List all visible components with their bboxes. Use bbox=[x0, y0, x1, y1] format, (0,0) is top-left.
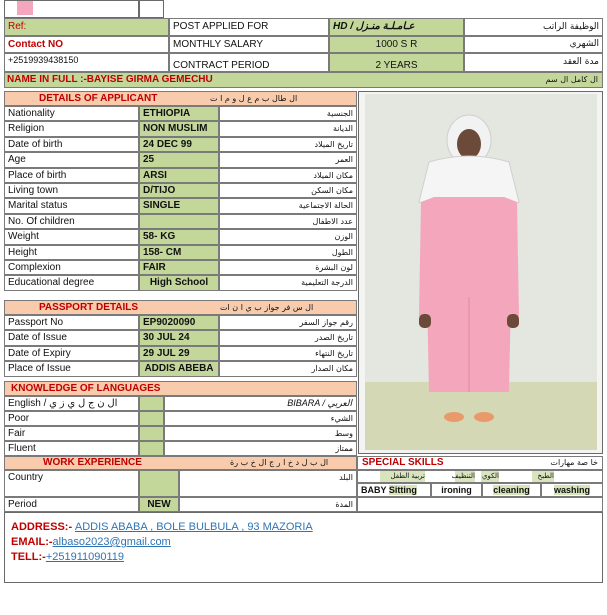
lang-level-box bbox=[139, 411, 164, 426]
photo-illustration bbox=[359, 92, 602, 453]
lang-level-label: Fair bbox=[4, 426, 139, 441]
applicant-field-ar: مكان السكن bbox=[219, 183, 357, 198]
applicant-field-label: Educational degree bbox=[4, 275, 139, 290]
work-period-value: NEW bbox=[139, 497, 179, 512]
skill-ar-cleaning: التنظيف bbox=[451, 472, 475, 480]
passport-title: PASSPORT DETAILS bbox=[39, 302, 139, 313]
lang-level-ar: الشيء bbox=[164, 411, 357, 426]
applicant-field-value: D/TIJO bbox=[139, 183, 219, 198]
contact-label: Contact NO bbox=[4, 36, 169, 53]
applicant-photo bbox=[358, 91, 603, 454]
salary-label: MONTHLY SALARY bbox=[169, 36, 329, 53]
applicant-field-label: Living town bbox=[4, 183, 139, 198]
skill-item: cleaning bbox=[482, 483, 541, 497]
skill-ar-ironing: الكوي bbox=[481, 472, 499, 480]
applicant-field-label: Nationality bbox=[4, 106, 139, 121]
post-applied-ar: الوظيفة الراتب bbox=[464, 18, 603, 36]
lang-arabic-cell bbox=[164, 396, 357, 411]
top-photo-thumb bbox=[17, 1, 33, 15]
lang-english-label: English / ال ن ج ل ي ز ي bbox=[4, 396, 139, 411]
post-applied-value: HD / عـامـلـة منـزل bbox=[329, 18, 464, 36]
work-country-label: Country bbox=[4, 470, 139, 497]
passport-field-label: Passport No bbox=[4, 315, 139, 330]
applicant-field-ar: العمر bbox=[219, 152, 357, 167]
passport-field-label: Date of Issue bbox=[4, 330, 139, 345]
tel-link[interactable]: +251911090119 bbox=[45, 551, 125, 563]
applicant-field-value: ETHIOPIA bbox=[139, 106, 219, 121]
applicant-field-value: FAIR bbox=[139, 260, 219, 275]
top-photo-stub bbox=[4, 0, 139, 18]
applicant-field-value: 58- KG bbox=[139, 229, 219, 244]
work-title: WORK EXPERIENCE bbox=[43, 457, 142, 468]
skills-section-header bbox=[357, 456, 603, 470]
applicant-field-value: 24 DEC 99 bbox=[139, 137, 219, 152]
applicant-field-label: Place of birth bbox=[4, 168, 139, 183]
contact-footer bbox=[4, 512, 603, 583]
salary-value: 1000 S R bbox=[329, 36, 464, 53]
work-section-header bbox=[4, 456, 357, 470]
lang-level-label: Fluent bbox=[4, 441, 139, 456]
applicant-field-ar: الديانة bbox=[219, 121, 357, 136]
address-value[interactable]: ADDIS ABABA , BOLE BULBULA , 93 MAZORIA bbox=[74, 521, 313, 533]
applicant-field-value: SINGLE bbox=[139, 198, 219, 213]
passport-field-value: 30 JUL 24 bbox=[139, 330, 219, 345]
applicant-field-value bbox=[139, 214, 219, 229]
lang-level-label: Poor bbox=[4, 411, 139, 426]
applicant-title: DETAILS OF APPLICANT bbox=[39, 93, 158, 104]
applicant-field-ar: مكان الميلاد bbox=[219, 168, 357, 183]
applicant-field-value: High School bbox=[139, 275, 219, 290]
skill-ar-cooking: الطبخ bbox=[532, 471, 554, 482]
applicant-field-label: No. Of children bbox=[4, 214, 139, 229]
tel-label: TELL:- bbox=[11, 551, 46, 563]
skills-ar-row bbox=[357, 470, 603, 483]
lang-level-box bbox=[139, 441, 164, 456]
skill-item: BABY Sitting bbox=[357, 483, 431, 497]
applicant-field-label: Height bbox=[4, 245, 139, 260]
skill-ar-baby: تربية الطفل bbox=[380, 471, 425, 482]
passport-field-ar: رقم جواز السفر bbox=[219, 315, 357, 330]
contract-value: 2 YEARS bbox=[329, 53, 464, 72]
applicant-field-label: Age bbox=[4, 152, 139, 167]
salary-ar: الشهري bbox=[464, 36, 603, 53]
applicant-field-value: 25 bbox=[139, 152, 219, 167]
applicant-field-value: ARSI bbox=[139, 168, 219, 183]
applicant-field-ar: الطول bbox=[219, 245, 357, 260]
skills-empty-row bbox=[357, 497, 603, 512]
skills-title: SPECIAL SKILLS bbox=[362, 457, 444, 468]
address-label: ADDRESS:- bbox=[11, 521, 73, 533]
contract-label: CONTRACT PERIOD bbox=[169, 53, 329, 72]
full-name: NAME IN FULL :-BAYISE GIRMA GEMECHU bbox=[7, 74, 213, 85]
work-period-ar: المدة bbox=[179, 497, 357, 512]
passport-field-value: 29 JUL 29 bbox=[139, 346, 219, 361]
applicant-field-label: Marital status bbox=[4, 198, 139, 213]
email-label: EMAIL:- bbox=[11, 536, 53, 548]
applicant-field-label: Religion bbox=[4, 121, 139, 136]
contact-number: +2519939438150 bbox=[4, 53, 169, 72]
applicant-field-ar: الوزن bbox=[219, 229, 357, 244]
work-period-label: Period bbox=[4, 497, 139, 512]
applicant-field-ar: عدد الاطفال bbox=[219, 214, 357, 229]
passport-field-label: Date of Expiry bbox=[4, 346, 139, 361]
full-name-ar: ال كامل ال سم bbox=[545, 75, 598, 84]
lang-arabic-label: BIBARA / العربي bbox=[287, 398, 352, 408]
passport-field-value: EP9020090 bbox=[139, 315, 219, 330]
work-country-ar: البلد bbox=[179, 470, 357, 497]
applicant-field-label: Weight bbox=[4, 229, 139, 244]
lang-level-ar: وسط bbox=[164, 426, 357, 441]
applicant-field-ar: الحالة الاجتماعية bbox=[219, 198, 357, 213]
applicant-field-ar: لون البشرة bbox=[219, 260, 357, 275]
skill-item: ironing bbox=[431, 483, 482, 497]
work-country-box bbox=[139, 470, 179, 497]
applicant-field-ar: الدرجة التعليمية bbox=[219, 275, 357, 290]
work-title-ar: ال ب ل د خ ا ر ج ال خ ب رة bbox=[230, 458, 329, 467]
passport-field-ar: تاريخ الصدر bbox=[219, 330, 357, 345]
lang-level-ar: ممتاز bbox=[164, 441, 357, 456]
applicant-field-label: Date of birth bbox=[4, 137, 139, 152]
lang-level-box bbox=[139, 426, 164, 441]
contract-ar: مدة العقد bbox=[464, 53, 603, 72]
applicant-field-value: 158- CM bbox=[139, 245, 219, 260]
tel-line bbox=[11, 551, 124, 563]
passport-field-label: Place of Issue bbox=[4, 361, 139, 376]
applicant-section-header bbox=[4, 91, 357, 106]
post-applied-label: POST APPLIED FOR bbox=[169, 18, 329, 36]
applicant-field-label: Complexion bbox=[4, 260, 139, 275]
languages-section-header bbox=[4, 381, 357, 396]
passport-title-ar: ال س فر جواز ب ي ا ن ات bbox=[220, 303, 314, 312]
name-row bbox=[4, 72, 603, 88]
passport-field-ar: مكان الصدار bbox=[219, 361, 357, 376]
passport-section-header bbox=[4, 300, 357, 315]
top-stub-cell bbox=[139, 0, 164, 18]
applicant-field-ar: تاريخ الميلاد bbox=[219, 137, 357, 152]
email-line bbox=[11, 536, 171, 548]
languages-title: KNOWLEDGE OF LANGUAGES bbox=[11, 383, 161, 394]
passport-field-value: ADDIS ABEBA bbox=[139, 361, 219, 376]
address-line bbox=[11, 521, 313, 533]
lang-english-box bbox=[139, 396, 164, 411]
passport-field-ar: تاريخ النتهاء bbox=[219, 346, 357, 361]
applicant-field-ar: الجنسية bbox=[219, 106, 357, 121]
applicant-title-ar: ال طال ب م ع ل و م ا ت bbox=[210, 94, 298, 103]
ref-label: Ref: bbox=[4, 18, 169, 36]
skill-item: washing bbox=[541, 483, 603, 497]
email-link[interactable]: albaso2023@gmail.com bbox=[52, 536, 171, 548]
applicant-field-value: NON MUSLIM bbox=[139, 121, 219, 136]
skills-title-ar: خا صة مهارات bbox=[550, 458, 598, 467]
